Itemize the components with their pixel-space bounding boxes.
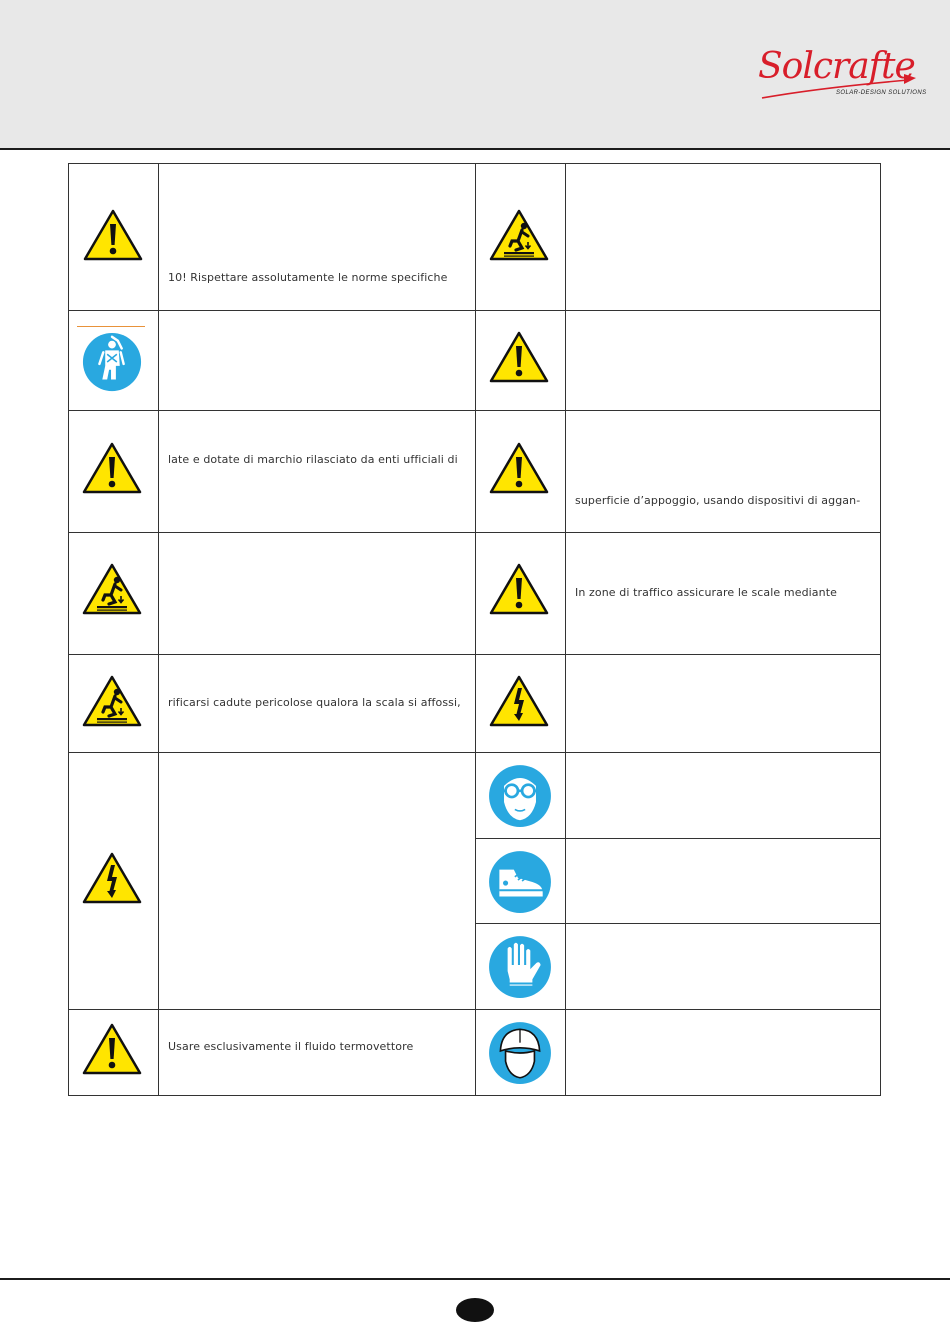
table-cell (158, 410, 475, 532)
table-cell (158, 654, 475, 752)
table-cell (565, 410, 880, 532)
table-cell (475, 410, 565, 532)
table-cell (565, 752, 880, 838)
fall-hazard-icon (81, 562, 143, 616)
table-text: superficie d’appoggio, usando dispositivi di aggan- (575, 494, 861, 507)
table-text: Usare esclusivamente il fluido termovettore (168, 1040, 414, 1053)
table-cell (158, 752, 475, 1009)
table-text: 10! Rispettare assolutamente le norme specifiche (168, 271, 448, 284)
safety-boots-icon (487, 849, 553, 915)
brand-logo (758, 44, 927, 108)
fall-hazard-icon (488, 208, 550, 262)
table-cell (68, 163, 158, 310)
table-text: In zone di traffico assicurare le scale mediante (575, 586, 837, 599)
safety-harness-icon (81, 331, 143, 393)
table-cell (475, 310, 565, 410)
protective-gloves-icon (487, 934, 553, 1000)
table-cell (565, 838, 880, 923)
table-cell (475, 163, 565, 310)
table-cell (158, 532, 475, 654)
table-cell (68, 752, 158, 1009)
warning-exclamation-icon (81, 1022, 143, 1076)
warning-exclamation-icon (82, 208, 144, 262)
logo-wordmark: Solcrafte (758, 46, 915, 87)
safety-goggles-icon (487, 763, 553, 829)
table-cell (475, 923, 565, 1009)
warning-exclamation-icon (488, 562, 550, 616)
electrical-hazard-icon (81, 851, 143, 905)
table-cell (565, 310, 880, 410)
table-cell (475, 1009, 565, 1095)
warning-exclamation-icon (488, 441, 550, 495)
table-cell (475, 752, 565, 838)
warning-exclamation-icon (488, 330, 550, 384)
footer-divider (0, 1278, 950, 1280)
table-cell (565, 1009, 880, 1095)
electrical-hazard-icon (488, 674, 550, 728)
fall-hazard-icon (81, 674, 143, 728)
table-cell (565, 923, 880, 1009)
table-cell (565, 654, 880, 752)
table-cell (68, 1009, 158, 1095)
table-text: late e dotate di marchio rilasciato da enti ufficiali di (168, 453, 458, 466)
table-cell (68, 654, 158, 752)
table-cell (475, 532, 565, 654)
table-cell (565, 532, 880, 654)
table-cell (68, 532, 158, 654)
table-cell (475, 838, 565, 923)
safety-helmet-icon (487, 1020, 553, 1086)
table-cell (158, 1009, 475, 1095)
logo-tagline: SOLAR-DESIGN SOLUTIONS (836, 90, 927, 96)
accent-rule (77, 326, 145, 327)
table-cell (68, 310, 158, 410)
table-cell (158, 163, 475, 310)
warning-exclamation-icon (81, 441, 143, 495)
header-divider (0, 148, 950, 150)
table-cell (475, 654, 565, 752)
page-number-badge (456, 1298, 494, 1322)
table-text: rificarsi cadute pericolose qualora la scala si affossi, (168, 696, 461, 709)
table-cell (565, 163, 880, 310)
table-cell (68, 410, 158, 532)
table-cell (158, 310, 475, 410)
